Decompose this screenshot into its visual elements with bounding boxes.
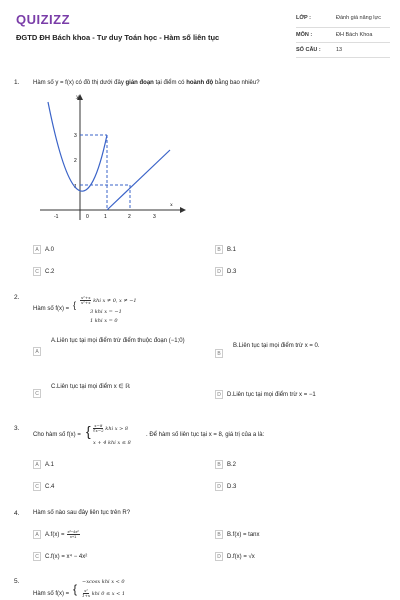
q2-case-3: 1 khi x = 0 — [90, 318, 118, 324]
question-1-graph — [40, 92, 190, 222]
q5-case2-text: khi 0 ≤ x < 1 — [91, 591, 126, 597]
q3-brace — [86, 422, 92, 440]
option-text: C.2 — [45, 268, 55, 275]
meta-divider — [296, 27, 390, 28]
brace-glyph: { — [73, 299, 77, 310]
y-tick-label: 1 — [74, 184, 77, 190]
question-1-number: 1. — [14, 79, 20, 86]
q4-option-d[interactable] — [215, 552, 255, 561]
question-2-number: 2. — [14, 294, 20, 301]
document-title: ĐGTD ĐH Bách khoa - Tư duy Toán học - Hàm số liên tục — [16, 33, 220, 42]
option-text: C.f(x) = x⁴ − 4x² — [45, 553, 88, 560]
q3-option-b[interactable] — [215, 460, 236, 469]
q4-option-a[interactable] — [33, 530, 80, 539]
option-letter-box: D — [215, 482, 223, 491]
q4-option-c[interactable] — [33, 552, 87, 561]
option-text: A.f(x) = — [45, 531, 65, 538]
option-text: C.Liên tục tại mọi điểm x ∈ ℝ — [51, 384, 131, 390]
meta-subject-key: MÔN : — [296, 32, 313, 38]
q1-text-bold2: hoành độ — [186, 80, 214, 86]
q3-option-d[interactable] — [215, 482, 236, 491]
option-text: A.1 — [45, 461, 55, 468]
option-letter-box: D — [215, 267, 223, 276]
option-text: D.Liên tục tại mọi điểm trừ x = −1 — [227, 391, 316, 398]
q1-text-post: bằng bao nhiêu? — [213, 80, 260, 86]
question-2-prefix: Hàm số f(x) = — [33, 306, 70, 312]
option-letter-box: A — [33, 347, 41, 356]
option-text: B.1 — [227, 246, 237, 253]
q1-option-d[interactable] — [215, 267, 236, 276]
q5-brace — [73, 580, 78, 598]
q2-option-c[interactable] — [33, 383, 130, 398]
option-letter-box: D — [215, 390, 223, 399]
q2-case-2: 3 khi x = −1 — [90, 309, 122, 315]
q3-option-a[interactable] — [33, 460, 54, 469]
option-text: D.3 — [227, 268, 237, 275]
option-letter-box: B — [215, 460, 223, 469]
x-tick-label: 2 — [128, 214, 131, 220]
option-letter-box: A — [33, 530, 41, 539]
option-text: C.4 — [45, 483, 55, 490]
option-text: D.f(x) = √x — [227, 553, 255, 560]
option-letter-box: C — [33, 482, 41, 491]
q3-case1-text: khi x > 8 — [105, 426, 129, 432]
fraction: $\frac{\text{x²}}{1+x}$ — [82, 588, 91, 598]
brace-glyph: { — [73, 581, 78, 596]
q1-text-pre: Hàm số y = f(x) có đồ thị dưới đây — [33, 80, 126, 86]
option-text: B.2 — [227, 461, 237, 468]
x-axis-arrow — [180, 207, 186, 213]
option-letter-box: B — [215, 530, 223, 539]
meta-count-key: SỐ CÂU : — [296, 47, 321, 53]
y-tick-label: 3 — [74, 133, 77, 139]
brace-glyph: { — [86, 422, 91, 439]
q1-option-c[interactable] — [33, 267, 54, 276]
meta-class-value: Đánh giá năng lực — [336, 15, 381, 21]
option-text: A.Liên tục tại mọi điểm trừ điểm thuộc đoạn (−1;0) — [51, 338, 185, 344]
q1-option-b[interactable] — [215, 245, 236, 254]
option-text: D.3 — [227, 483, 237, 490]
x-tick-label: 3 — [153, 214, 156, 220]
y-tick-label: 2 — [74, 158, 77, 164]
q5-case-2 — [82, 589, 125, 598]
option-letter-box: A — [33, 245, 41, 254]
q3-case-1 — [93, 424, 128, 433]
q1-option-a[interactable] — [33, 245, 54, 254]
curve-line — [107, 150, 170, 210]
meta-subject-value: ĐH Bách Khoa — [336, 32, 373, 38]
q2-case-1 — [80, 296, 137, 305]
y-axis-label: y — [76, 94, 79, 100]
x-tick-label: -1 — [54, 214, 59, 220]
q2-option-d[interactable] — [215, 390, 316, 399]
q1-text-mid: tại điểm có — [153, 80, 187, 86]
option-text: B.Liên tục tại mọi điểm trừ x = 0. — [233, 343, 320, 349]
option-letter-box: C — [33, 389, 41, 398]
question-3-prefix: Cho hàm số f(x) = — [33, 432, 81, 438]
x-tick-label: 1 — [104, 214, 107, 220]
option-letter-box: D — [215, 552, 223, 561]
q1-text-bold1: gián đoạn — [125, 80, 154, 86]
fraction: $\frac{\text{x²−4x²}}{x+1}$ — [67, 529, 79, 539]
question-3-number: 3. — [14, 425, 20, 432]
x-tick-label: 0 — [86, 214, 89, 220]
option-letter-box: C — [33, 552, 41, 561]
fraction: $\frac{x-8}{∛x-2}$ — [93, 423, 104, 433]
x-axis-label: x — [170, 202, 173, 208]
meta-count-value: 13 — [336, 47, 343, 53]
question-5-prefix: Hàm số f(x) = — [33, 591, 70, 597]
quizizz-logo: QUIZIZZ — [16, 12, 71, 27]
option-letter-box: C — [33, 267, 41, 276]
curve-parabola — [48, 102, 107, 191]
meta-divider — [296, 57, 390, 58]
q2-option-a[interactable] — [33, 337, 186, 356]
fraction: $\frac{\text{x²+x}}{\text{x²+x}}$ — [81, 295, 91, 305]
question-4-number: 4. — [14, 510, 20, 517]
option-text: B.f(x) = tanx — [227, 531, 260, 538]
option-letter-box: B — [215, 349, 223, 358]
question-1-text — [33, 80, 260, 86]
q2-brace — [73, 296, 77, 314]
q2-case1-text: khi x ≠ 0, x ≠ −1 — [93, 298, 137, 304]
q4-option-b[interactable] — [215, 530, 260, 539]
option-text: A.0 — [45, 246, 55, 253]
q2-option-b[interactable] — [215, 343, 320, 358]
q3-case-2: x + 4 khi x ≤ 8 — [93, 440, 131, 446]
question-5-number: 5. — [14, 578, 20, 585]
question-4-text: Hàm số nào sau đây liên tục trên R? — [33, 510, 131, 516]
q5-case-1: −xcosx khi x < 0 — [82, 579, 125, 585]
option-letter-box: B — [215, 245, 223, 254]
option-letter-box: A — [33, 460, 41, 469]
meta-class-key: LỚP : — [296, 15, 311, 21]
q3-option-c[interactable] — [33, 482, 54, 491]
meta-divider — [296, 42, 390, 43]
question-3-suffix: . Để hàm số liên tục tại x = 8, giá trị của a là: — [146, 432, 265, 438]
